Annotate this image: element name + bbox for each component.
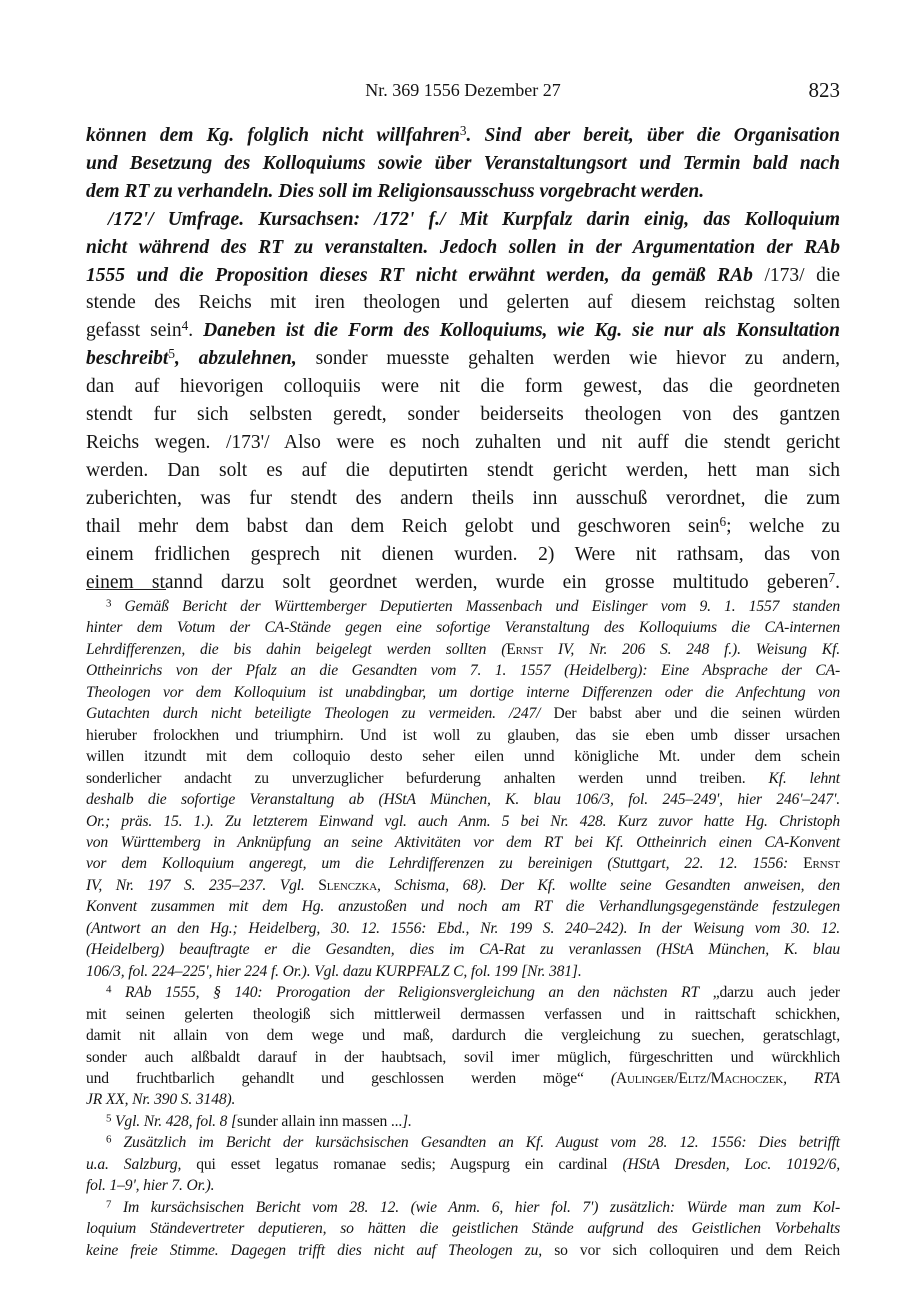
footnote-marker: 4 bbox=[181, 318, 189, 334]
text-segment: damit nit allain von dem wege und maß, dardurch die vergleichung zu suechen, geratschlagt, bbox=[86, 1027, 840, 1045]
text-segment: Lehrdifferenzen, die bis dahin beigelegt werden sollten ( bbox=[86, 640, 507, 658]
text-segment: dan auf hievorigen colloquiis were nit die form gewest, das die geordneten bbox=[86, 376, 840, 398]
footnote-line bbox=[86, 768, 840, 789]
text-segment: Ottheinrichs von der Pfalz an die Gesandten vom 7. 1. 1557 (Heidelberg): Eine Absprache der CA- bbox=[86, 662, 840, 680]
text-segment: . bbox=[188, 320, 204, 342]
footnote-line bbox=[86, 1154, 840, 1175]
text-segment: (Heidelberg) beauftragte er die Gesandten, dies im CA-Rat zu veranlassen (HStA München, K. blau bbox=[86, 941, 840, 959]
text-segment: hieruber frolockhen und triumphirn. Und ist woll zu glauben, das sie eben umb disser ursachen bbox=[86, 726, 840, 744]
text-segment: und fruchtbarlich gehandlt und geschlossen werden möge“ bbox=[86, 1069, 611, 1087]
footnote-marker: 7 bbox=[828, 569, 836, 585]
text-segment: und Besetzung des Kolloquiums sowie über Veranstaltungsort und Termin bald nach bbox=[86, 152, 840, 174]
footnote-line bbox=[86, 1175, 840, 1196]
footnote-line bbox=[86, 746, 840, 767]
text-segment: sunder allain inn massen ... bbox=[236, 1112, 403, 1130]
text-segment: „darzu auch jeder bbox=[699, 984, 840, 1002]
text-segment: , RTA bbox=[783, 1069, 840, 1087]
text-line bbox=[86, 206, 840, 234]
text-segment: , abzulehnen, bbox=[174, 348, 297, 370]
footnote-line bbox=[86, 617, 840, 638]
text-segment: gefasst sein bbox=[86, 320, 182, 342]
footnote-marker: 5 bbox=[106, 1112, 112, 1125]
text-segment: ; welche zu bbox=[726, 515, 841, 537]
text-line bbox=[86, 485, 840, 513]
text-segment: IV, Nr. 206 S. 248 f.). Weisung Kf. bbox=[543, 640, 840, 658]
text-segment: Zusätzlich im Bericht der kursächsischen Gesandten an Kf. August vom 28. 12. 1556: Dies betrifft bbox=[111, 1134, 840, 1152]
footnote-line bbox=[86, 1218, 840, 1239]
footnote-marker: 3 bbox=[459, 123, 467, 139]
footnote-line bbox=[86, 1004, 840, 1025]
footnote-marker: 7 bbox=[106, 1198, 112, 1211]
text-segment: (HStA Dresden, Loc. 10192/6, bbox=[622, 1155, 840, 1173]
footnotes bbox=[86, 596, 840, 1261]
text-segment: Reichs wegen. /173'/ Also were es noch zuhalten und nit auff die stendt gericht bbox=[86, 431, 840, 453]
footnote-line bbox=[86, 1111, 840, 1132]
text-segment: Vgl. Nr. 428, fol. 8 [ bbox=[111, 1112, 237, 1130]
text-line bbox=[86, 457, 840, 485]
text-segment: Or.; präs. 15. 1.). Zu letzterem Einwand vgl. auch Anm. 5 bei Nr. 428. Kurz zuvor hatte Hg. Christoph bbox=[86, 812, 840, 830]
footnote-marker: 5 bbox=[168, 346, 175, 362]
footnote-line bbox=[86, 682, 840, 703]
text-segment: 106/3, fol. 224–225', hier 224 f. Or.). Vgl. dazu KURPFALZ C, fol. 199 [Nr. 381]. bbox=[86, 962, 582, 980]
footnote-line bbox=[86, 896, 840, 917]
text-segment: Daneben ist die Form des Kolloquiums, wie Kg. sie nur als Konsultation bbox=[203, 320, 841, 342]
text-line bbox=[86, 234, 840, 262]
footnote-line bbox=[86, 703, 840, 724]
footnote-line bbox=[86, 1025, 840, 1046]
text-segment: loquium Ständevertreter deputieren, so hätten die geistlichen Stände aufgrund des Geistlichen Vorbehalts bbox=[86, 1220, 840, 1238]
text-line bbox=[86, 262, 840, 290]
text-segment: Gemäß Bericht der Württemberger Deputierten Massenbach und Eislinger vom 9. 1. 1557 standen bbox=[111, 598, 840, 615]
text-line bbox=[86, 317, 840, 345]
footnote-line bbox=[86, 832, 840, 853]
text-line bbox=[86, 178, 840, 206]
footnote-line bbox=[86, 1240, 840, 1261]
footnote-line bbox=[86, 725, 840, 746]
text-segment: Aulinger/Eltz/Machoczek bbox=[615, 1069, 784, 1087]
text-line bbox=[86, 429, 840, 457]
text-segment: mit seinen gelerten theologiß sich mittlerweil dermassen verfassen und in raittschaft schickhen, bbox=[86, 1005, 840, 1023]
text-segment: sonder auch alßbaldt darauf in der haubtsach, sovil imer müglich, fürgeschritten und würckhlich bbox=[86, 1048, 840, 1066]
text-segment: JR XX, Nr. 390 S. 3148). bbox=[86, 1091, 236, 1109]
text-segment: willen itzundt mit dem colloquio desto seher eilen unnd königliche Mt. under dem schein bbox=[86, 748, 840, 766]
text-segment: ]. bbox=[402, 1112, 412, 1130]
page-header bbox=[86, 78, 840, 106]
text-line bbox=[86, 401, 840, 429]
text-segment: nicht während des RT zu veranstalten. Jedoch sollen in der Argumentation der RAb bbox=[86, 236, 840, 258]
text-segment: so vor sich colloquiren und dem Reich bbox=[542, 1241, 840, 1259]
text-segment: beschreibt bbox=[86, 348, 169, 370]
text-segment: Der babst aber und die seinen würden bbox=[540, 705, 840, 723]
text-segment: werden. Dan solt es auf die deputirten stendt gericht werden, hett man sich bbox=[86, 459, 840, 481]
text-segment: stende des Reichs mit iren theologen und gelerten auf diesem reichstag solten bbox=[86, 292, 840, 314]
footnote-marker: 3 bbox=[106, 597, 112, 610]
text-segment: stendt fur sich selbsten geredt, sonder beiderseits theologen von des gantzen bbox=[86, 404, 840, 426]
text-segment: hinter dem Votum der CA-Stände gegen eine sofortige Veranstaltung des Kolloquiums die CA-internen bbox=[86, 619, 840, 637]
text-segment: Slenczka bbox=[318, 876, 378, 894]
text-segment: dem RT zu verhandeln. Dies soll im Religionsausschuss vorgebracht werden. bbox=[86, 180, 705, 202]
text-line bbox=[86, 541, 840, 569]
text-segment: vor dem Kolloquium angeregt, um die Lehrdifferenzen zu bereinigen (Stuttgart, 22. 12. 1556: bbox=[86, 855, 804, 873]
text-segment: ( bbox=[610, 1069, 616, 1087]
text-line bbox=[86, 345, 840, 373]
text-line bbox=[86, 289, 840, 317]
text-segment: von Württemberg in Anknüpfung an seine Aktivitäten vor dem RT bei Kf. Ottheinrich einen CA-Konvent bbox=[86, 833, 840, 851]
text-segment: (Antwort an den Hg.; Heidelberg, 30. 12. 1556: Ebd., Nr. 199 S. 240–242). In der Weisung vom 30. 12. bbox=[86, 919, 840, 937]
footnote-line bbox=[86, 918, 840, 939]
text-segment: Ernst bbox=[803, 855, 840, 873]
text-segment: sonderlicher andacht zu unverzuglicher befurderung anhalten werden unnd treiben. bbox=[86, 769, 769, 787]
footnote-separator bbox=[86, 589, 166, 590]
text-line bbox=[86, 373, 840, 401]
text-segment: /172'/ Umfrage. Kursachsen: /172' f./ Mit Kurpfalz darin einig, das Kolloquium bbox=[108, 208, 840, 230]
footnote-line bbox=[86, 961, 840, 982]
text-segment: Theologen vor dem Kolloquium ist unabdingbar, um dortige interne Differenzen oder die Anfechtung von bbox=[86, 683, 840, 701]
footnote-line bbox=[86, 1047, 840, 1068]
footnote-line bbox=[86, 789, 840, 810]
text-segment: thail mehr dem babst dan dem Reich gelobt und geschworen sein bbox=[86, 515, 720, 537]
text-line bbox=[86, 513, 840, 541]
footnote-line bbox=[86, 982, 840, 1003]
text-segment: können dem Kg. folglich nicht willfahren bbox=[86, 125, 460, 146]
text-segment: /173/ die bbox=[752, 264, 840, 286]
text-segment: Ernst bbox=[506, 640, 544, 658]
footnote-line bbox=[86, 639, 840, 660]
footnote-marker: 4 bbox=[106, 983, 112, 996]
footnote-line bbox=[86, 939, 840, 960]
text-segment: deshalb die sofortige Veranstaltung ab (HStA München, K. blau 106/3, fol. 245–249', hier 246'–247'. bbox=[86, 791, 840, 809]
footnote-line bbox=[86, 1089, 840, 1110]
text-segment: Konvent zusammen mit dem Hg. anzustoßen und noch am RT die Verhandlungsgegenstände festzulegen bbox=[86, 898, 840, 916]
text-segment: Kf. lehnt bbox=[768, 769, 840, 787]
footnote-line bbox=[86, 1132, 840, 1153]
text-segment: , Schisma, 68). Der Kf. wollte seine Gesandten anweisen, den bbox=[377, 876, 840, 894]
footnote-line bbox=[86, 1068, 840, 1089]
text-segment: sonder muesste gehalten werden wie hievor zu andern, bbox=[296, 348, 840, 370]
footnote-line bbox=[86, 596, 840, 617]
text-segment: u.a. Salzburg, bbox=[86, 1155, 182, 1173]
main-text bbox=[86, 122, 840, 596]
text-segment: einem stannd darzu solt geordnet werden, wurde ein grosse multitudo geberen bbox=[86, 571, 829, 593]
footnote-line bbox=[86, 660, 840, 681]
text-segment: . bbox=[835, 571, 840, 593]
text-segment: zuberichten, was fur stendt des andern theils inn ausschuß verordnet, die zum bbox=[86, 487, 840, 509]
text-segment: qui esset legatus romanae sedis; Augspurg ein cardinal bbox=[181, 1155, 623, 1173]
footnote-line bbox=[86, 811, 840, 832]
text-segment: einem fridlichen gesprech nit dienen wurden. 2) Were nit rathsam, das von bbox=[86, 543, 840, 565]
text-segment: fol. 1–9', hier 7. Or.). bbox=[86, 1177, 215, 1195]
text-segment: Gutachten durch nicht beteiligte Theologen zu vermeiden. /247/ bbox=[86, 705, 541, 723]
text-segment: RAb 1555, § 140: Prorogation der Religionsvergleichung an den nächsten RT bbox=[111, 984, 699, 1002]
footnote-line bbox=[86, 1197, 840, 1218]
page-number: 823 bbox=[808, 78, 840, 102]
running-title: Nr. 369 1556 Dezember 27 bbox=[365, 80, 561, 100]
text-segment: . Sind aber bereit, über die Organisation bbox=[466, 125, 840, 146]
text-segment: 1555 und die Proposition dieses RT nicht erwähnt werden, da gemäß RAb bbox=[86, 264, 753, 286]
text-segment: Im kursächsischen Bericht vom 28. 12. (wie Anm. 6, hier fol. 7') zusätzlich: Würde man zum Kol- bbox=[111, 1198, 840, 1216]
text-line bbox=[86, 569, 840, 597]
footnote-marker: 6 bbox=[106, 1133, 112, 1146]
text-line bbox=[86, 122, 840, 150]
footnote-marker: 6 bbox=[719, 513, 727, 529]
text-segment: keine freie Stimme. Dagegen trifft dies nicht auf Theologen zu, bbox=[86, 1241, 543, 1259]
text-line bbox=[86, 150, 840, 178]
footnote-line bbox=[86, 853, 840, 874]
footnote-line bbox=[86, 875, 840, 896]
text-segment: IV, Nr. 197 S. 235–237. Vgl. bbox=[86, 876, 319, 894]
